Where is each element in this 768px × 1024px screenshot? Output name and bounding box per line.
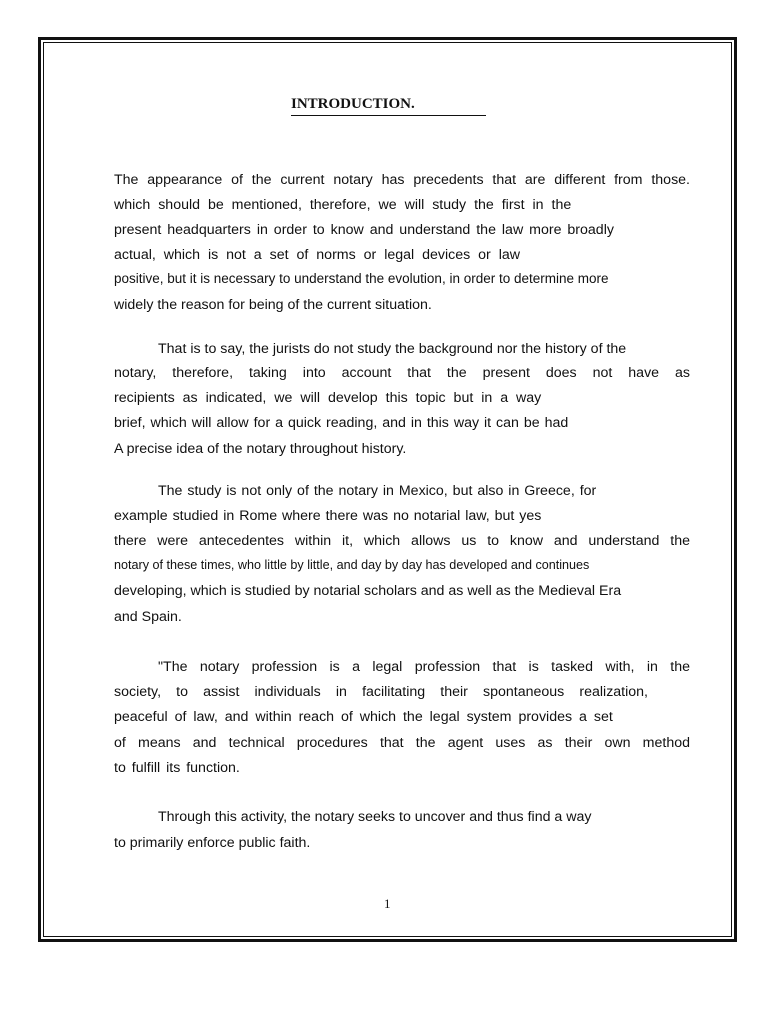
paragraph-1-line-1: The appearance of the current notary has precedents that are different from those. [114,172,690,188]
paragraph-4-line-4: of means and technical procedures that the agent uses as their own method [114,735,690,751]
paragraph-4-line-1: "The notary profession is a legal profession that is tasked with, in the [158,659,690,675]
paragraph-2-line-3: recipients as indicated, we will develop this topic but in a way [114,390,542,406]
paragraph-2-line-2: notary, therefore, taking into account that the present does not have as [114,365,690,381]
document-title: INTRODUCTION. [291,95,486,116]
paragraph-1-line-6: widely the reason for being of the current situation. [114,297,432,313]
paragraph-4-line-2: society, to assist individuals in facilitating their spontaneous realization, [114,684,648,700]
paragraph-1-line-3: present headquarters in order to know and understand the law more broadly [114,222,614,238]
paragraph-3-line-1: The study is not only of the notary in Mexico, but also in Greece, for [158,483,597,499]
paragraph-3-line-2: example studied in Rome where there was no notarial law, but yes [114,508,542,524]
paragraph-1-line-4: actual, which is not a set of norms or legal devices or law [114,247,521,263]
paragraph-1-line-2: which should be mentioned, therefore, we will study the first in the [114,197,572,213]
paragraph-3-line-3: there were antecedentes within it, which allows us to know and understand the [114,533,690,549]
paragraph-5-line-1: Through this activity, the notary seeks to uncover and thus find a way [158,809,592,825]
paragraph-3-line-6: and Spain. [114,609,182,625]
paragraph-3-line-5: developing, which is studied by notarial scholars and as well as the Medieval Era [114,583,622,599]
paragraph-3-line-4: notary of these times, who little by little, and day by day has developed and continues [114,558,590,572]
paragraph-1-line-5: positive, but it is necessary to understand the evolution, in order to determine more [114,271,609,286]
paragraph-2-line-4: brief, which will allow for a quick reading, and in this way it can be had [114,415,569,431]
page-number: 1 [384,896,391,911]
paragraph-4-line-5: to fulfill its function. [114,760,240,776]
paragraph-5-line-2: to primarily enforce public faith. [114,835,311,851]
paragraph-2-line-5: A precise idea of the notary throughout history. [114,441,407,457]
paragraph-2-line-1: That is to say, the jurists do not study the background nor the history of the [158,341,627,357]
paragraph-4-line-3: peaceful of law, and within reach of which the legal system provides a set [114,709,613,725]
